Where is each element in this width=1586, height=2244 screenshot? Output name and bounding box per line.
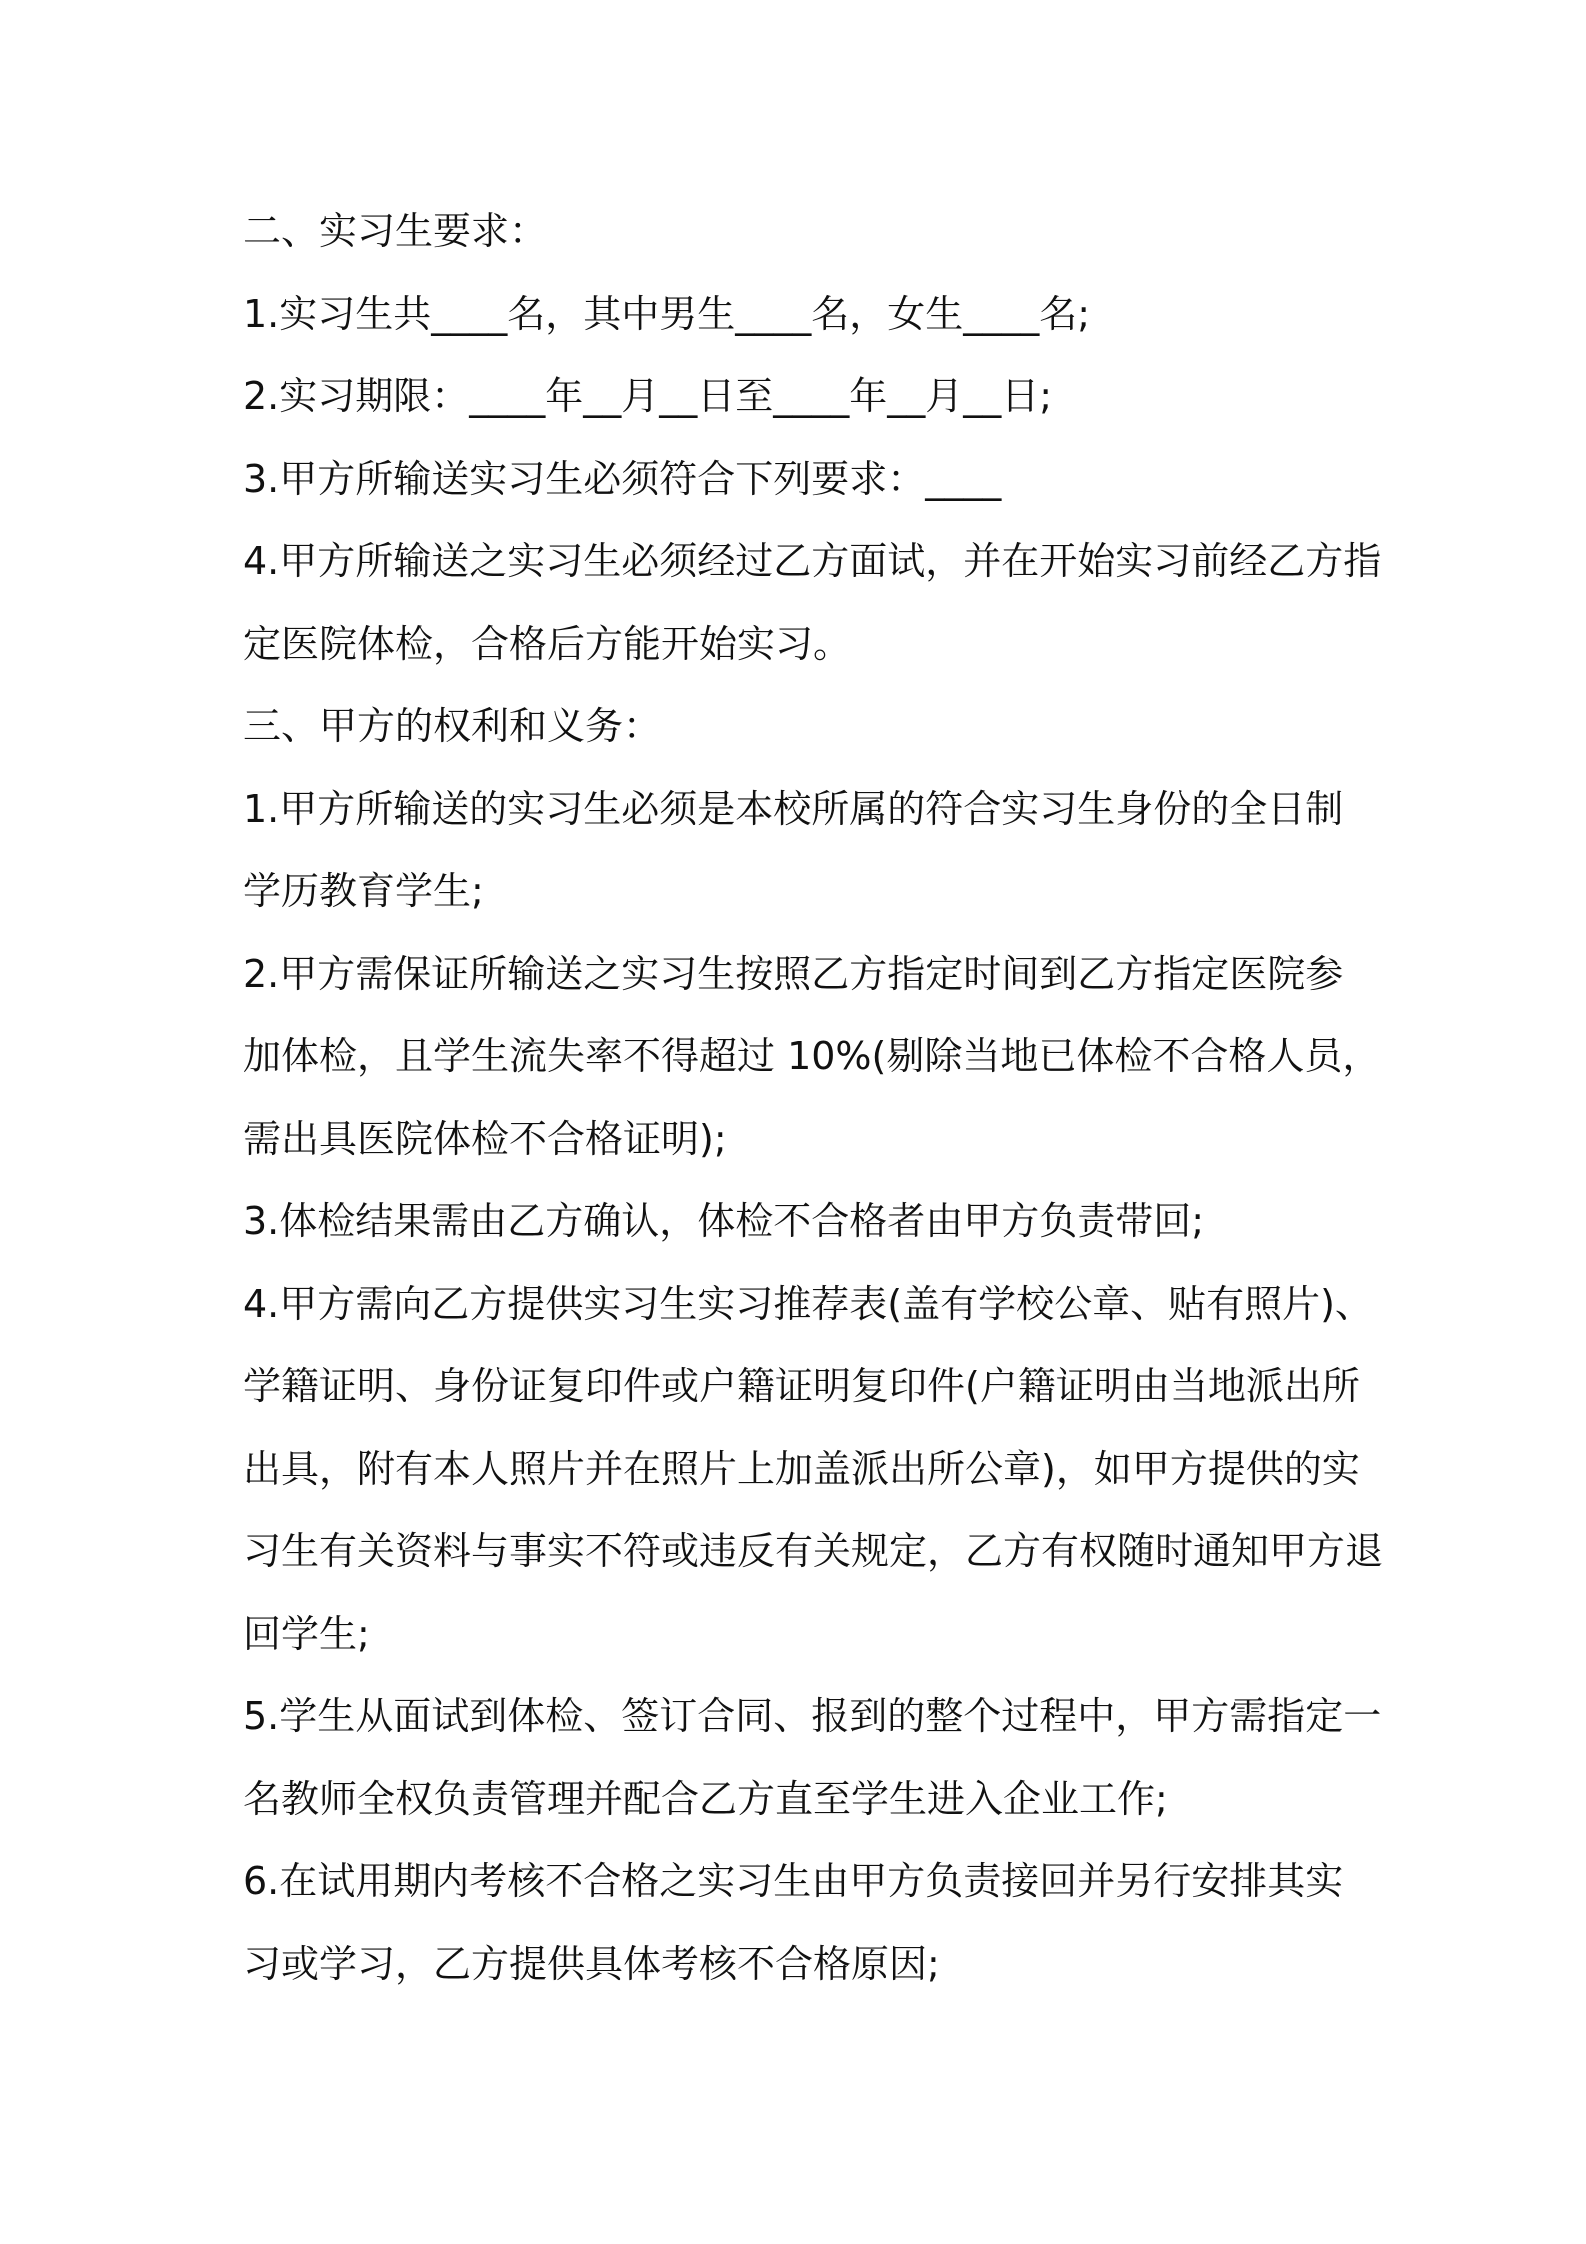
section-2-item-4 — [243, 520, 1382, 685]
section-3-item-2 — [243, 933, 1381, 1181]
section-3-item-1 — [243, 768, 1358, 933]
text-line: 2.实习期限：____年__月__日至____年__月__日; — [243, 374, 1053, 418]
text-line: 三、甲方的权利和义务： — [243, 704, 662, 748]
section-2-item-3 — [243, 438, 1358, 521]
section-3-item-6 — [243, 1840, 1358, 2005]
text-line: 二、实习生要求： — [243, 209, 548, 253]
text-line: 1.实习生共____名，其中男生____名，女生____名; — [243, 291, 1091, 336]
text-line: 1.甲方所输送的实习生必须是本校所属的符合实习生身份的全日制 — [243, 786, 1344, 831]
text-line: 3.甲方所输送实习生必须符合下列要求：____ — [243, 456, 1002, 501]
text-line: 4.甲方所输送之实习生必须经过乙方面试，并在开始实习前经乙方指 — [243, 539, 1382, 583]
text-line: 2.甲方需保证所输送之实习生按照乙方指定时间到乙方指定医院参 — [243, 951, 1344, 996]
section-2-item-2 — [243, 355, 1358, 438]
text-line: 学籍证明、身份证复印件或户籍证明复印件(户籍证明由当地派出所 — [243, 1364, 1360, 1408]
text-line: 6.在试用期内考核不合格之实习生由甲方负责接回并另行安排其实 — [243, 1859, 1344, 1903]
section-2-item-1 — [243, 273, 1358, 356]
text-line: 习生有关资料与事实不符或违反有关规定，乙方有权随时通知甲方退 — [243, 1529, 1384, 1573]
section-3-item-3 — [243, 1180, 1358, 1263]
text-line: 出具，附有本人照片并在照片上加盖派出所公章)，如甲方提供的实 — [243, 1446, 1360, 1491]
document-page — [243, 190, 1384, 2005]
text-line: 5.学生从面试到体检、签订合同、报到的整个过程中，甲方需指定一 — [243, 1694, 1382, 1738]
text-line: 学历教育学生; — [243, 869, 484, 913]
text-line: 3.体检结果需由乙方确认，体检不合格者由甲方负责带回; — [243, 1199, 1205, 1243]
text-line: 定医院体检，合格后方能开始实习。 — [243, 621, 852, 666]
text-line: 习或学习，乙方提供具体考核不合格原因; — [243, 1941, 940, 1986]
text-line: 4.甲方需向乙方提供实习生实习推荐表(盖有学校公章、贴有照片)、 — [243, 1281, 1373, 1326]
section-2-heading — [243, 190, 1358, 273]
text-line: 回学生; — [243, 1611, 370, 1656]
text-line: 名教师全权负责管理并配合乙方直至学生进入企业工作; — [243, 1776, 1168, 1821]
text-line: 加体检，且学生流失率不得超过 10%(剔除当地已体检不合格人员， — [243, 1034, 1381, 1078]
section-3-item-5 — [243, 1675, 1382, 1840]
text-line: 需出具医院体检不合格证明); — [243, 1116, 727, 1161]
section-3-item-4 — [243, 1263, 1384, 1676]
section-3-heading — [243, 685, 1358, 768]
